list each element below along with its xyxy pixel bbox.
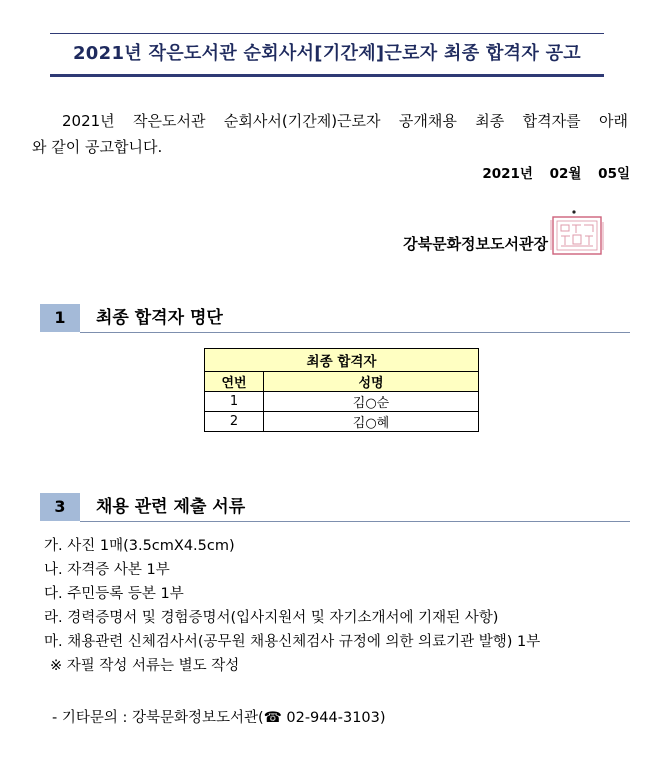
director-name: 강북문화정보도서관장 — [403, 235, 548, 253]
section-1-header — [40, 304, 630, 332]
column-header-no: 연번 — [205, 372, 264, 392]
handwritten-note: ※ 자필 작성 서류는 별도 작성 — [50, 658, 240, 674]
required-documents-list — [44, 534, 540, 678]
section-1-number: 1 — [40, 304, 80, 332]
table-caption: 최종 합격자 — [205, 349, 479, 372]
row-name: 김○순 — [264, 392, 479, 412]
section-3-title: 채용 관련 제출 서류 — [96, 497, 246, 517]
contact-phone: 02-944-3103 — [286, 710, 380, 726]
contact-suffix: ) — [379, 710, 386, 726]
contact-info — [52, 706, 386, 727]
date-day: 05일 — [598, 166, 630, 182]
section-3-number: 3 — [40, 493, 80, 521]
column-header-name: 성명 — [264, 372, 479, 392]
list-item: 다. 주민등록 등본 1부 — [44, 586, 184, 602]
row-no: 2 — [205, 412, 264, 432]
section-3-rule — [80, 521, 630, 522]
title-rule-bottom — [50, 74, 604, 77]
table-row — [205, 392, 479, 412]
title-banner — [50, 33, 604, 77]
list-item: 가. 사진 1매(3.5cmX4.5cm) — [44, 538, 235, 554]
page-title: 2021년 작은도서관 순회사서[기간제]근로자 최종 합격자 공고 — [72, 43, 581, 64]
intro-line-2: 와 같이 공고합니다. — [32, 138, 163, 156]
section-1-rule — [80, 332, 630, 333]
phone-icon: ☎ — [263, 710, 282, 726]
date-year: 2021년 — [482, 166, 533, 182]
date-month: 02월 — [549, 166, 582, 182]
row-no: 1 — [205, 392, 264, 412]
list-item: 라. 경력증명서 및 경험증명서(입사지원서 및 자기소개서에 기재된 사항) — [44, 610, 499, 626]
contact-prefix: - 기타문의 : 강북문화정보도서관( — [52, 710, 264, 726]
official-seal-stamp — [550, 210, 604, 256]
section-1-title: 최종 합격자 명단 — [96, 308, 223, 328]
intro-paragraph — [32, 108, 628, 160]
table-row — [205, 412, 479, 432]
list-item: 나. 자격증 사본 1부 — [44, 562, 170, 578]
intro-line-1: 2021년 작은도서관 순회사서(기간제)근로자 공개채용 최종 합격자를 아래 — [62, 112, 628, 130]
list-item: 마. 채용관련 신체검사서(공무원 채용신체검사 규정에 의한 의료기관 발행) 1부 — [44, 634, 541, 650]
row-name: 김○혜 — [264, 412, 479, 432]
section-3-header — [40, 493, 630, 521]
announcement-date — [470, 162, 630, 182]
final-applicants-table — [204, 348, 479, 432]
